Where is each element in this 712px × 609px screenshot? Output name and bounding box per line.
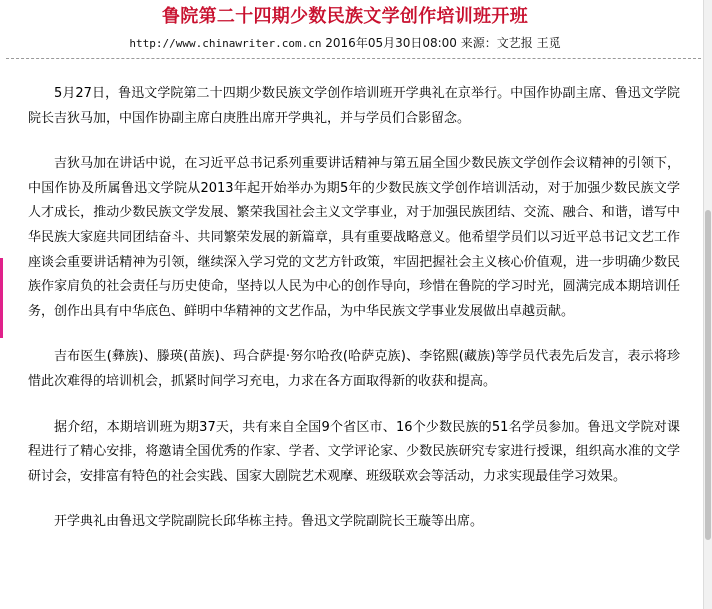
article-meta bbox=[0, 34, 690, 51]
paragraph-5: 开学典礼由鲁迅文学院副院长邱华栋主持。鲁迅文学院副院长王璇等出席。 bbox=[54, 514, 484, 530]
article-body bbox=[28, 82, 680, 556]
source-credit: 来源：文艺报 王觅 bbox=[460, 36, 561, 50]
paragraph-1: 5月27日，鲁迅文学院第二十四期少数民族文学创作培训班开学典礼在京举行。中国作协副主席、鲁迅文学院院长吉狄马加，中国作协副主席白庚胜出席开学典礼，并与学员们合影留念。 bbox=[28, 86, 680, 126]
publish-datetime: 2016年05月30日08:00 bbox=[325, 36, 457, 50]
article-title: 鲁院第二十四期少数民族文学创作培训班开班 bbox=[162, 6, 528, 27]
source-url[interactable]: http://www.chinawriter.com.cn bbox=[129, 37, 322, 50]
header-divider bbox=[6, 58, 701, 59]
paragraph-3: 吉布医生(彝族)、滕瑛(苗族)、玛合萨提·努尔哈孜(哈萨克族)、李铭熙(藏族)等学员代表先后发言，表示将珍惜此次难得的培训机会，抓紧时间学习充电，力求在各方面取得新的收获和提高。 bbox=[28, 349, 680, 389]
scrollbar-thumb[interactable] bbox=[705, 210, 711, 540]
paragraph-4: 据介绍，本期培训班为期37天，共有来自全国9个省区市、16个少数民族的51名学员参加。鲁迅文学院对课程进行了精心安排，将邀请全国优秀的作家、学者、文学评论家、少数民族研究专家进行授课，组织高水准的文学研讨会，安排富有特色的社会实践、国家大剧院艺术观摩、班级联欢会等活动，力求实现最佳学习效果。 bbox=[28, 419, 680, 484]
paragraph-2: 吉狄马加在讲话中说，在习近平总书记系列重要讲话精神与第五届全国少数民族文学创作会议精神的引领下，中国作协及所属鲁迅文学院从2013年起开始举办为期5年的少数民族文学创作培训活动，对于加强少数民族文学人才成长，推动少数民族文学发展、繁荣我国社会主义文学事业，对于加强民族团结、交流、融合、和谐，谱写中华民族大家庭共同团结奋斗、共同繁荣发展的新篇章，具有重要战略意义。他希望学员们以习近平总书记文艺工作座谈会重要讲话精神为引领，继续深入学习党的文艺方针政策，牢固把握社会主义核心价值观，进一步明确少数民族作家肩负的社会责任与历史使命，坚持以人民为中心的创作导向，珍惜在鲁院的学习时光，圆满完成本期培训任务，创作出具有中华底色、鲜明中华精神的文艺作品，为中华民族文学事业发展做出卓越贡献。 bbox=[28, 156, 680, 319]
side-accent-bar bbox=[0, 258, 3, 338]
vertical-scrollbar[interactable] bbox=[703, 0, 712, 609]
